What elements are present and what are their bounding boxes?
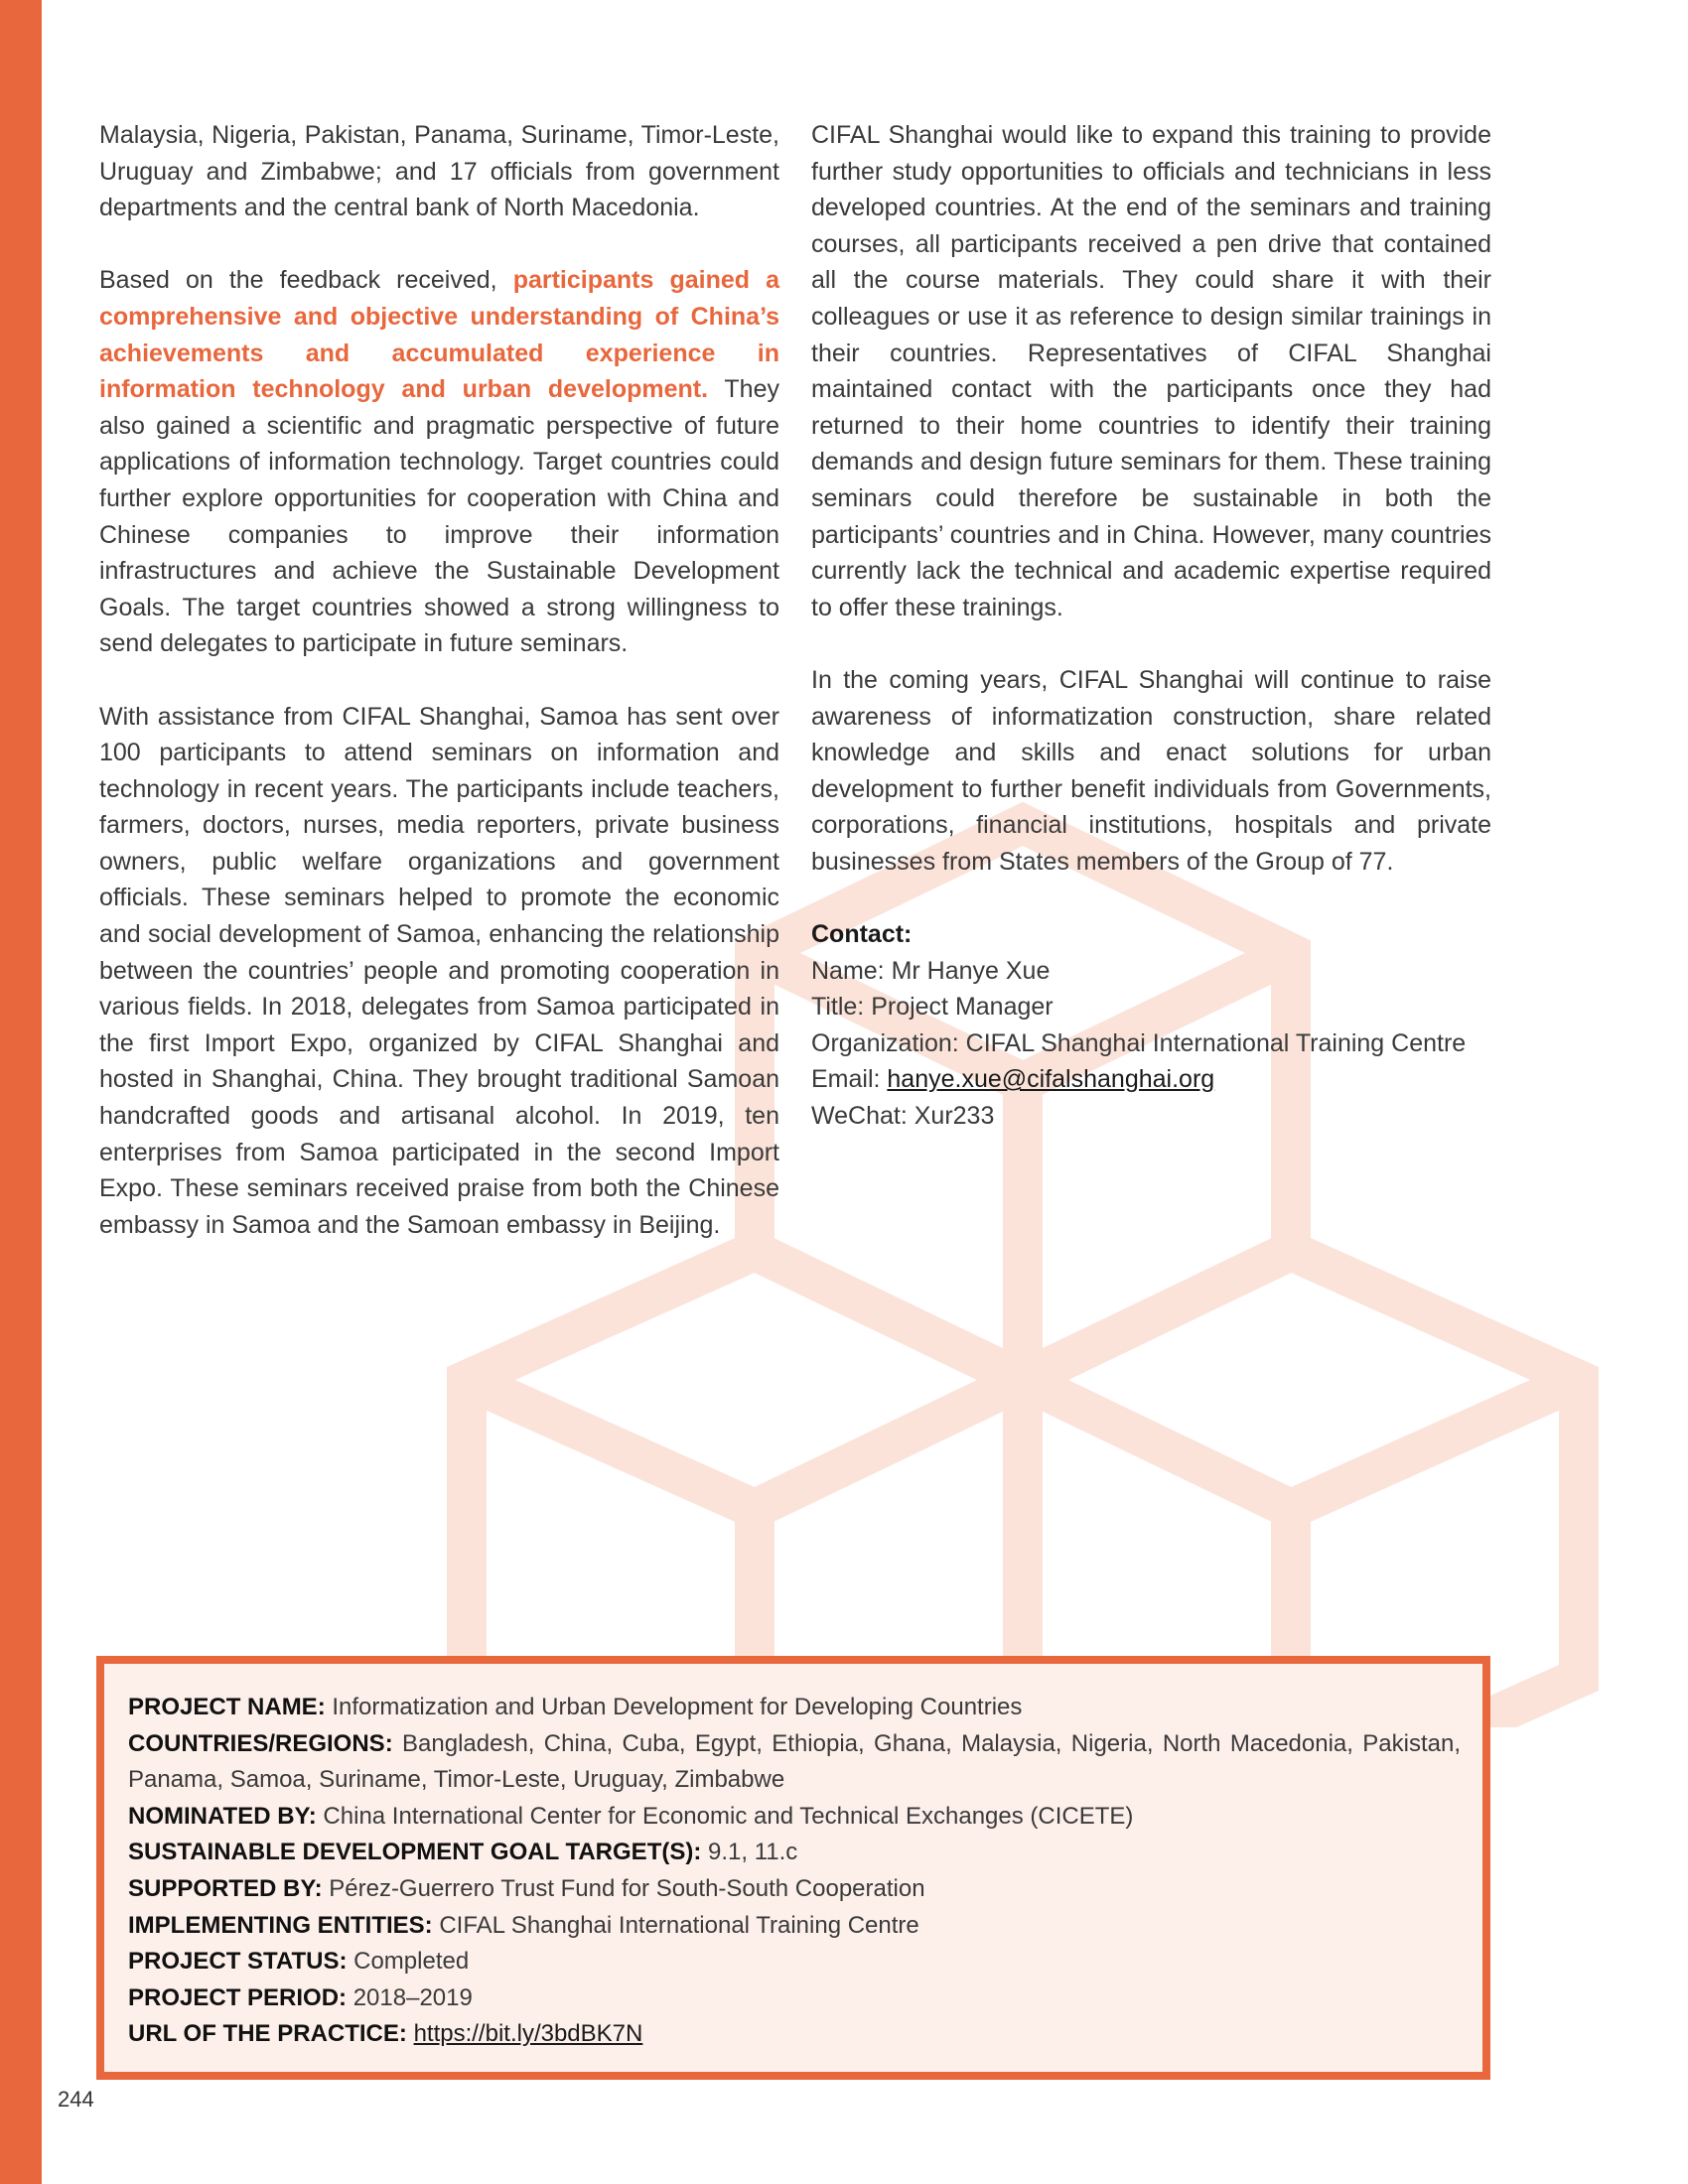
left-column — [99, 117, 779, 1280]
implementing-row — [128, 1908, 1461, 1945]
cube-right-inner — [1023, 1380, 1579, 1509]
contact-email-link[interactable]: hanye.xue@cifalshanghai.org — [887, 1065, 1215, 1094]
contact-heading: Contact: — [811, 920, 913, 949]
left-paragraph-3: With assistance from CIFAL Shanghai, Samoa has sent over 100 participants to attend seminars on information and technology in recent years. The participants include teachers, farmers, doctors, nurses, media reporters, private business owners, public welfare organizations and government officials. These seminars helped to promote the economic and social development of Samoa, enhancing the relationship between the countries’ people and promoting cooperation in various fields. In 2018, delegates from Samoa participated in the first Import Expo, organized by CIFAL Shanghai and hosted in Shanghai, China. They brought traditional Samoan handcrafted goods and artisanal alcohol. In 2019, ten enterprises from Samoa participated in the second Import Expo. These seminars received praise from both the Chinese embassy in Samoa and the Samoan embassy in Beijing. — [99, 702, 779, 1239]
period-row — [128, 1980, 1461, 2017]
period-value: 2018–2019 — [347, 1983, 473, 2011]
nominated-by-row — [128, 1799, 1461, 1836]
contact-email-label: Email: — [811, 1065, 888, 1094]
status-value: Completed — [347, 1948, 470, 1976]
implementing-value: CIFAL Shanghai International Training Centre — [432, 1911, 919, 1939]
project-name-label: PROJECT NAME: — [128, 1694, 326, 1720]
url-row — [128, 2016, 1461, 2053]
nominated-by-value: China International Center for Economic and Technical Exchanges (CICETE) — [316, 1802, 1134, 1830]
side-accent-bar — [0, 0, 42, 2184]
contact-block — [811, 916, 1491, 1135]
right-column — [811, 117, 1491, 1135]
project-name-row — [128, 1690, 1461, 1726]
period-label: PROJECT PERIOD: — [128, 1983, 348, 2011]
left-paragraph-2 — [99, 262, 779, 662]
status-label: PROJECT STATUS: — [128, 1948, 348, 1976]
countries-row — [128, 1726, 1461, 1799]
left-paragraph-1: Malaysia, Nigeria, Pakistan, Panama, Suriname, Timor-Leste, Uruguay and Zimbabwe; and 17 officials from government departments and the central bank of North Macedonia. — [99, 121, 779, 222]
supported-by-label: SUPPORTED BY: — [128, 1874, 323, 1902]
sdg-value: 9.1, 11.c — [701, 1839, 798, 1866]
nominated-by-label: NOMINATED BY: — [128, 1802, 317, 1830]
contact-wechat: WeChat: Xur233 — [811, 1102, 995, 1131]
supported-by-value: Pérez-Guerrero Trust Fund for South-South Cooperation — [322, 1874, 925, 1902]
project-info-box — [96, 1656, 1490, 2080]
feedback-rest: They also gained a scientific and pragmatic perspective of future applications of information technology. Target countries could further explore opportunities for cooperation with China and Chinese companies to improve their information infrastructures and achieve the Sustainable Development Goals. The target countries showed a strong willingness to send delegates to participate in future seminars. — [99, 375, 779, 658]
cube-left-inner — [467, 1380, 1023, 1509]
sdg-row — [128, 1835, 1461, 1871]
url-link[interactable]: https://bit.ly/3bdBK7N — [413, 2020, 643, 2048]
contact-name: Name: Mr Hanye Xue — [811, 956, 1051, 985]
url-label: URL OF THE PRACTICE: — [128, 2020, 407, 2048]
status-row — [128, 1944, 1461, 1980]
project-name-value: Informatization and Urban Development for Developing Countries — [325, 1694, 1023, 1720]
contact-organization: Organization: CIFAL Shanghai International Training Centre — [811, 1028, 1467, 1057]
right-paragraph-1: CIFAL Shanghai would like to expand this training to provide further study opportunities to officials and technicians in less developed countries. At the end of the seminars and training courses, all participants received a pen drive that contained all the course materials. They could share it with their colleagues or use it as reference to design similar trainings in their countries. Representatives of CIFAL Shanghai maintained contact with the participants once they had returned to their home countries to identify their training demands and design future seminars for them. These training seminars could therefore be sustainable in both the participants’ countries and in China. However, many countries currently lack the technical and academic expertise required to offer these trainings. — [811, 121, 1491, 621]
countries-value: Bangladesh, China, Cuba, Egypt, Ethiopia, Ghana, Malaysia, Nigeria, North Macedonia, Pakistan, Panama, Samoa, Suriname, Timor-Leste, Uruguay, Zimbabwe — [128, 1729, 1461, 1794]
sdg-label: SUSTAINABLE DEVELOPMENT GOAL TARGET(S): — [128, 1839, 702, 1866]
contact-title: Title: Project Manager — [811, 993, 1054, 1022]
implementing-label: IMPLEMENTING ENTITIES: — [128, 1911, 433, 1939]
page-number: 244 — [58, 2087, 94, 2112]
feedback-highlight: participants gained a comprehensive and objective understanding of China’s achievements and accumulated experience in information technology and urban development. — [99, 266, 779, 404]
feedback-intro: Based on the feedback received, — [99, 266, 513, 295]
countries-label: COUNTRIES/REGIONS: — [128, 1729, 393, 1757]
contact-email-line — [811, 1061, 1491, 1098]
right-paragraph-2: In the coming years, CIFAL Shanghai will continue to raise awareness of informatization construction, share related knowledge and skills and enact solutions for urban development to further benefit individuals from Governments, corporations, financial institutions, hospitals and private businesses from States members of the Group of 77. — [811, 665, 1491, 876]
supported-by-row — [128, 1871, 1461, 1908]
